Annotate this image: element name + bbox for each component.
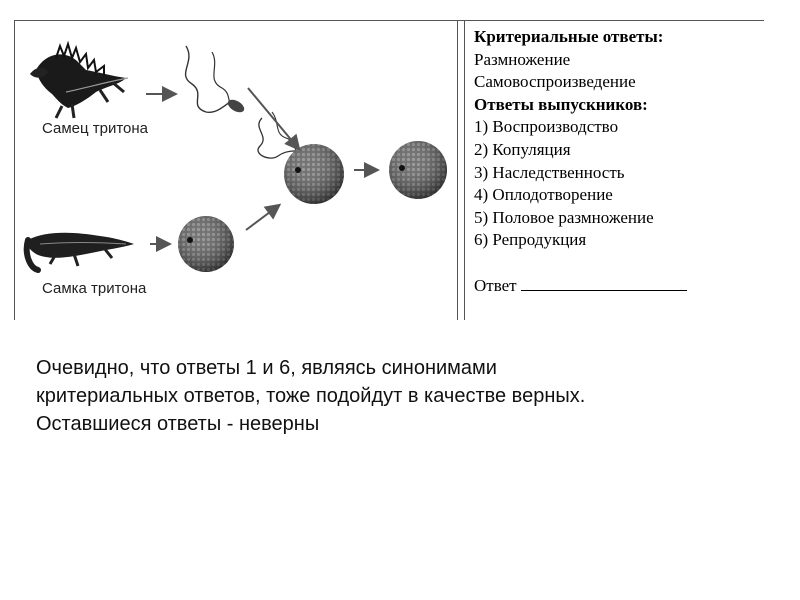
arrow-egg-to-fertilization bbox=[246, 206, 278, 230]
newt-reproduction-diagram bbox=[16, 22, 456, 318]
graduate-answers-heading: Ответы выпускников: bbox=[474, 94, 648, 114]
criterial-answers-heading: Критериальные ответы: bbox=[474, 27, 664, 46]
table-middle-divider bbox=[457, 20, 458, 320]
explanation-text bbox=[36, 354, 776, 438]
graduate-answer-item: 1) Воспроизводство bbox=[474, 117, 619, 137]
table-left-border bbox=[14, 20, 15, 320]
answers-spacer bbox=[474, 252, 764, 275]
answer-line bbox=[474, 275, 764, 298]
egg-cell-female bbox=[178, 216, 234, 272]
graduate-answer-item: 4) Оплодотворение bbox=[474, 185, 613, 205]
explanation-line-1: Очевидно, что ответы 1 и 6, являясь синонимами bbox=[36, 357, 497, 379]
table-middle-divider-2 bbox=[464, 20, 465, 320]
egg-cell-fertilized bbox=[284, 144, 344, 204]
answer-label: Ответ bbox=[474, 275, 517, 295]
graduate-answer-item: 3) Наследственность bbox=[474, 162, 625, 182]
table-top-border bbox=[14, 20, 764, 21]
arrow-sperm-to-egg bbox=[248, 88, 298, 148]
sperm-cells-illustration bbox=[186, 46, 306, 158]
diagram-svg bbox=[16, 22, 456, 318]
answer-blank-field[interactable] bbox=[521, 276, 687, 291]
graduate-answer-item: 2) Копуляция bbox=[474, 139, 571, 159]
female-newt-caption: Самка тритона bbox=[42, 280, 147, 297]
female-newt-illustration bbox=[27, 233, 134, 270]
explanation-line-3: Оставшиеся ответы - неверны bbox=[36, 413, 320, 435]
criterial-answer-item: Самовоспроизведение bbox=[474, 72, 636, 92]
male-newt-illustration bbox=[30, 44, 128, 118]
answers-column bbox=[474, 26, 764, 297]
egg-cell-zygote bbox=[389, 141, 447, 199]
criterial-answer-item: Размножение bbox=[474, 49, 571, 69]
male-newt-caption: Самец тритона bbox=[42, 120, 149, 137]
explanation-line-2: критериальных ответов, тоже подойдут в качестве верных. bbox=[36, 385, 586, 407]
graduate-answer-item: 5) Половое размножение bbox=[474, 207, 654, 227]
graduate-answer-item: 6) Репродукция bbox=[474, 230, 587, 250]
